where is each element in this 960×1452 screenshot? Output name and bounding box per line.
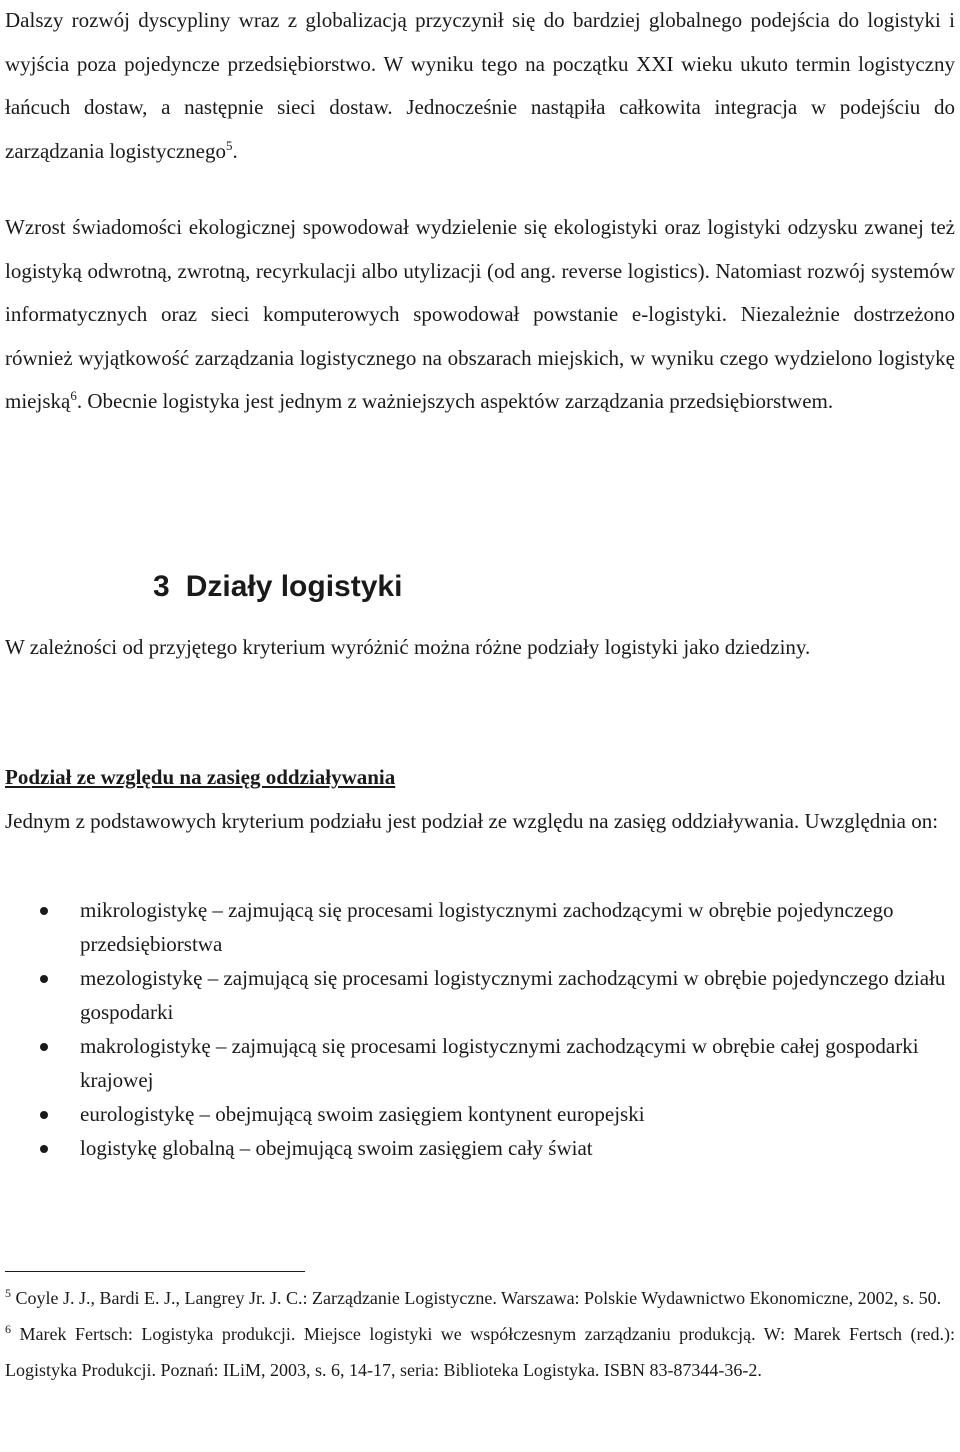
bullet-icon <box>40 1111 48 1119</box>
footnote-divider <box>5 1271 305 1272</box>
footnote-text: Marek Fertsch: Logistyka produkcji. Miejsce logistyki we współczesnym zarządzaniu produkcją. W: Marek Fertsch (red.): Logistyka Produkcji. Poznań: ILiM, 2003, s. 6, 14-17, seria: Biblioteka Logistyka. ISBN 83-87344-36-2. <box>5 1324 955 1380</box>
bullet-list <box>5 893 955 1165</box>
bullet-icon <box>40 907 48 915</box>
footnote-text: Coyle J. J., Bardi E. J., Langrey Jr. J. C.: Zarządzanie Logistyczne. Warszawa: Polskie Wydawnictwo Ekonomiczne, 2002, s. 50. <box>15 1288 942 1308</box>
section-heading <box>153 564 402 610</box>
footnote-5 <box>5 1280 955 1316</box>
footnote-number: 6 <box>5 1322 11 1336</box>
paragraph-ecology <box>5 206 955 424</box>
footnote-ref-6[interactable]: 6 <box>70 388 77 403</box>
list-item-text: eurologistykę – obejmującą swoim zasięgiem kontynent europejski <box>80 1102 645 1126</box>
list-item-text: makrologistykę – zajmującą się procesami logistycznymi zachodzącymi w obrębie całej gospodarki krajowej <box>80 1034 919 1092</box>
paragraph-criteria: W zależności od przyjętego kryterium wyróżnić można różne podziały logistyki jako dziedziny. <box>5 635 811 659</box>
paragraph-globalization <box>5 0 955 173</box>
footnote-6 <box>5 1316 955 1388</box>
bullet-icon <box>40 975 48 983</box>
subsection-heading: Podział ze względu na zasięg oddziaływania <box>5 765 396 789</box>
paragraph-text-continued: . Obecnie logistyka jest jednym z ważniejszych aspektów zarządzania przedsiębiorstwem. <box>76 389 834 413</box>
paragraph-scope: Jednym z podstawowych kryterium podziału jest podział ze względu na zasięg oddziaływania. Uwzględnia on: <box>5 809 939 833</box>
footnote-number: 5 <box>5 1286 11 1300</box>
section-title: Działy logistyki <box>185 570 403 603</box>
footnotes <box>5 1280 955 1388</box>
bullet-icon <box>40 1145 48 1153</box>
paragraph-text: Wzrost świadomości ekologicznej spowodował wydzielenie się ekologistyki oraz logistyki odzysku zwanej też logistyką odwrotną, zwrotną, recyrkulacji albo utylizacji (od ang. reverse logistics). Natomiast rozwój systemów informatycznych oraz sieci komputerowych spowodował powstanie e-logistyki. Niezależnie dostrzeżono również wyjątkowość zarządzania logistycznego na obszarach miejskich, w wyniku czego wydzielono logistykę miejską <box>5 215 955 413</box>
list-item <box>5 1131 955 1165</box>
list-item <box>5 961 955 1029</box>
list-item-text: logistykę globalną – obejmującą swoim zasięgiem cały świat <box>80 1136 593 1160</box>
bullet-icon <box>40 1043 48 1051</box>
paragraph-text: Dalszy rozwój dyscypliny wraz z globalizacją przyczynił się do bardziej globalnego podejścia do logistyki i wyjścia poza pojedyncze przedsiębiorstwo. W wyniku tego na początku XXI wieku ukuto termin logistyczny łańcuch dostaw, a następnie sieci dostaw. Jednocześnie nastąpiła całkowita integracja w podejściu do zarządzania logistycznego <box>5 8 955 163</box>
section-number: 3 <box>153 570 170 603</box>
list-item <box>5 1029 955 1097</box>
footnote-ref-5[interactable]: 5 <box>225 137 233 153</box>
list-item <box>5 893 955 961</box>
paragraph-end: . <box>232 138 238 163</box>
list-item-text: mezologistykę – zajmującą się procesami logistycznymi zachodzącymi w obrębie pojedynczego działu gospodarki <box>80 966 946 1024</box>
list-item-text: mikrologistykę – zajmującą się procesami logistycznymi zachodzącymi w obrębie pojedynczego przedsiębiorstwa <box>80 898 894 956</box>
list-item <box>5 1097 955 1131</box>
